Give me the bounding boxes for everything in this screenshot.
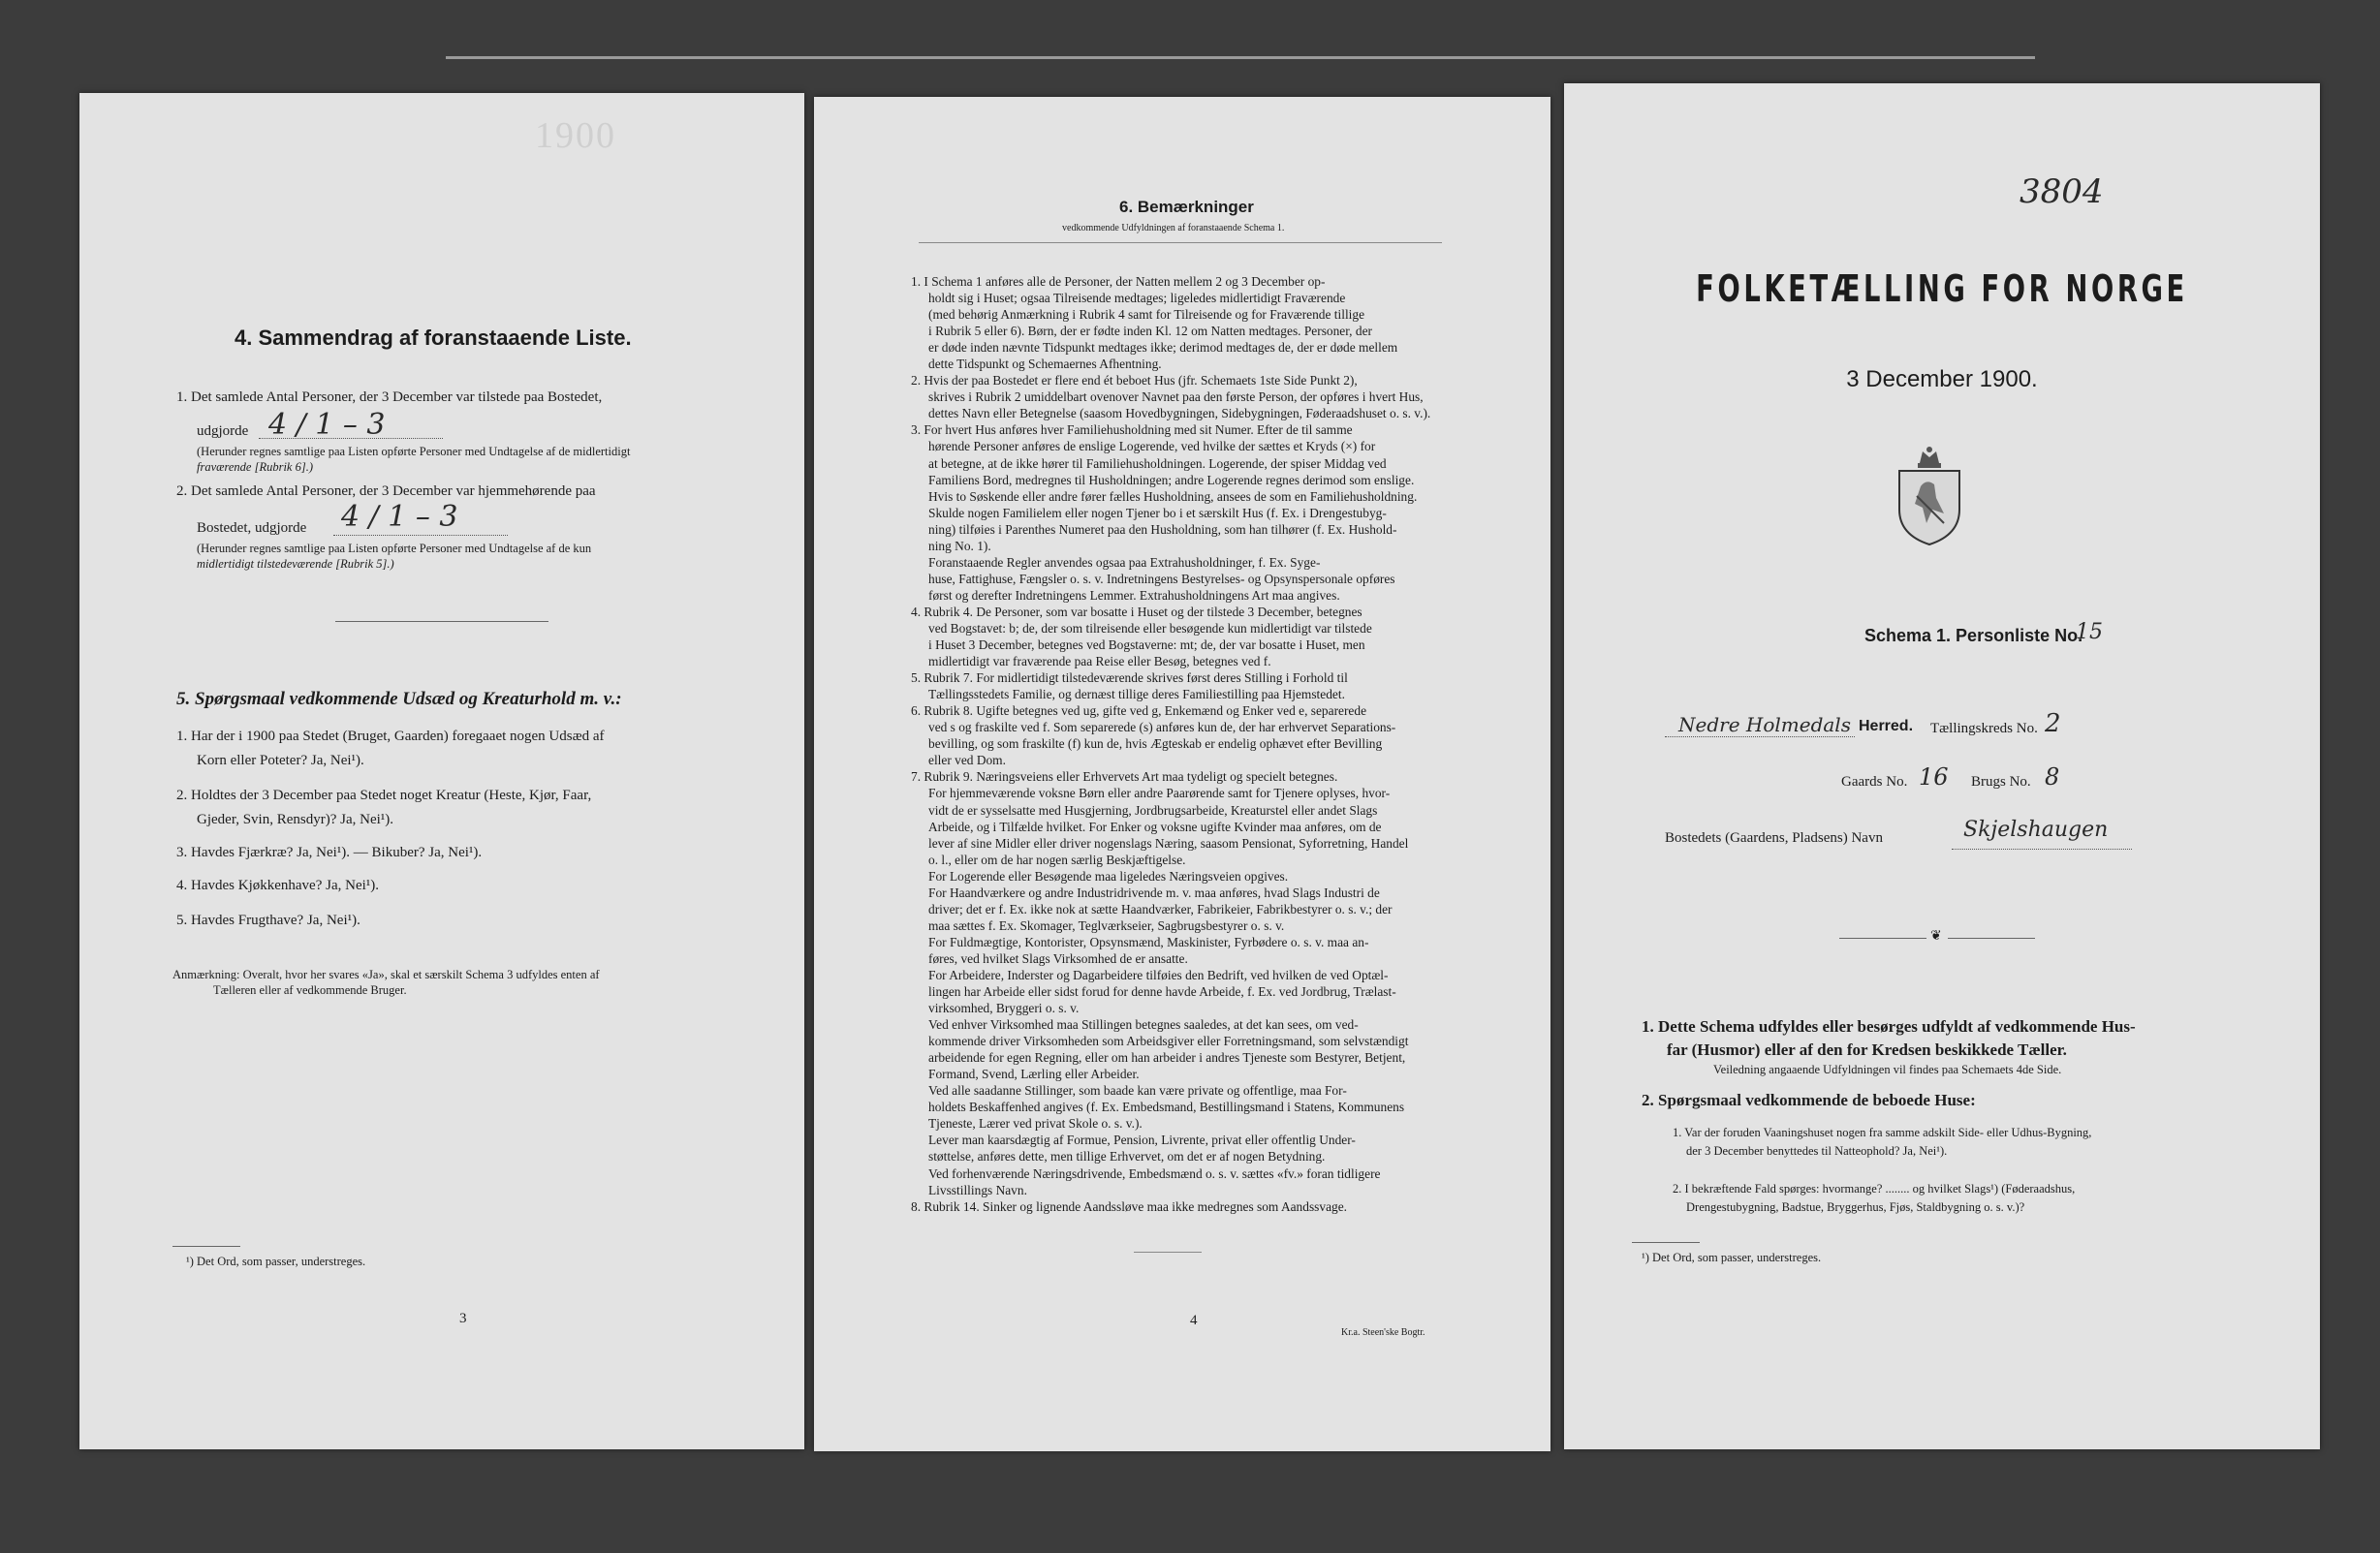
gaards-value: 16 bbox=[1919, 763, 1949, 791]
remark-line: Skulde nogen Familielem eller nogen Tjener bo i et særskilt Hus (f. Ex. i Drengestubyg- bbox=[928, 505, 1387, 520]
section5-remark bbox=[172, 967, 773, 998]
remark-line: dettes Navn eller Betegnelse (saasom Hovedbygningen, Sidebygningen, Føderaadshuset o. s. v.). bbox=[928, 406, 1431, 421]
ornament-rule-left bbox=[1839, 938, 1926, 939]
remark-line: Ved forhenværende Næringsdrivende, Embedsmænd o. s. v. sættes «fv.» foran tidligere bbox=[928, 1165, 1381, 1181]
remark-line: huse, Fattighuse, Fængsler o. s. v. Indretningens Bestyrelses- og Opsynspersonale opføres bbox=[928, 571, 1395, 586]
remark-line: vidt de er sysselsatte med Husgjerning, Jordbrugsarbeide, Kreaturstel eller andet Slags bbox=[928, 802, 1378, 818]
remark-line: ved s og fraskilte ved f. Som separerede (s) anføres kun de, der har erhvervet Separations- bbox=[928, 720, 1396, 735]
remark-line: For hjemmeværende voksne Børn eller andre Paarørende samt for Tjenere oplyses, hvor- bbox=[928, 786, 1391, 801]
remark-line: lingen har Arbeide eller sidst forud for denne havde Arbeide, f. Ex. ved Jordbrug, Trælast- bbox=[928, 984, 1396, 1000]
brugs-value: 8 bbox=[2045, 763, 2060, 791]
schema-value: 15 bbox=[2076, 620, 2103, 644]
remark-line: Ved alle saadanne Stillinger, som baade kan være private og offentlige, maa For- bbox=[928, 1083, 1347, 1099]
bleed-through-text: 1900 bbox=[535, 115, 616, 156]
remarks-subtitle: vedkommende Udfyldningen af foranstaaende Schema 1. bbox=[1062, 223, 1285, 233]
footnote: ¹) Det Ord, som passer, understreges. bbox=[1642, 1251, 1822, 1264]
schema-label: Schema 1. Personliste No. bbox=[1864, 626, 2083, 645]
remark-line: 3. For hvert Hus anføres hver Familiehusholdning med sit Numer. Efter de til samme bbox=[911, 422, 1353, 438]
item1-fill-line bbox=[259, 438, 443, 439]
scanner-top-rule bbox=[446, 56, 2035, 59]
remark-line: Hvis to Søskende eller andre fører fælles Husholdning, ansees de som en Familiehusholdning. bbox=[928, 488, 1418, 504]
remark-line: For Fuldmægtige, Kontorister, Opsynsmænd, Maskinister, Fyrbødere o. s. v. maa an- bbox=[928, 934, 1369, 949]
remark-line: 8. Rubrik 14. Sinker og lignende Aandssløve maa ikke medregnes som Aandssvage. bbox=[911, 1198, 1347, 1214]
archive-number: 3804 bbox=[2020, 172, 2104, 211]
section4-title: 4. Sammendrag af foranstaaende Liste. bbox=[235, 326, 632, 350]
remark-line: 4. Rubrik 4. De Personer, som var bosatte i Huset og der tilstede 3 December, betegnes bbox=[911, 604, 1362, 619]
remark-line: kommende driver Virksomheden som Arbeidsgiver eller Forretningsmand, som selvstændigt bbox=[928, 1034, 1409, 1049]
remark-line: 6. Rubrik 8. Ugifte betegnes ved ug, gifte ved g, Enkemænd og Enker ved e, separerede bbox=[911, 703, 1367, 719]
remark-line: eller ved Dom. bbox=[928, 753, 1006, 768]
section4-item1 bbox=[176, 388, 758, 407]
footnote-rule bbox=[1632, 1242, 1700, 1243]
remark-line-b: Tælleren eller af vedkommende Bruger. bbox=[213, 983, 407, 997]
page-number: 4 bbox=[1190, 1313, 1198, 1328]
remarks-body bbox=[911, 273, 1454, 1215]
instruction-2-q1 bbox=[1673, 1124, 2302, 1161]
gaards-label: Gaards No. bbox=[1841, 774, 1908, 790]
item1-note bbox=[197, 444, 768, 475]
herred-fill-line bbox=[1665, 736, 1855, 737]
remark-line: 5. Rubrik 7. For midlertidigt tilstedeværende skrives først deres Stilling i Forhold til bbox=[911, 670, 1348, 686]
remark-line: holdets Beskaffenhed angives (f. Ex. Embedsmand, Bestillingsmand i Statens, Kommunens bbox=[928, 1100, 1405, 1115]
left-page bbox=[79, 93, 804, 1449]
instr1-line-b: far (Husmor) eller af den for Kredsen beskikkede Tæller. bbox=[1667, 1041, 2067, 1059]
brugs-label: Brugs No. bbox=[1971, 774, 2031, 790]
remark-line: midlertidigt var fraværende paa Reise eller Besøg, betegnes ved f. bbox=[928, 654, 1271, 669]
instruction-2-q2 bbox=[1673, 1180, 2302, 1217]
section5-q5: 5. Havdes Frugthave? Ja, Nei¹). bbox=[176, 913, 360, 928]
herred-value: Nedre Holmedals bbox=[1678, 713, 1851, 736]
remark-line: For Logerende eller Besøgende maa ligeledes Næringsveien opgives. bbox=[928, 868, 1289, 884]
item2-handwritten-value: 4 / 1 – 3 bbox=[341, 500, 458, 534]
remark-line: 1. I Schema 1 anføres alle de Personer, der Natten mellem 2 og 3 December op- bbox=[911, 274, 1326, 289]
q2-line-a: 2. Holdtes der 3 December paa Stedet noget Kreatur (Heste, Kjør, Faar, bbox=[176, 788, 592, 803]
remarks-rule bbox=[919, 242, 1442, 243]
remark-line: ning) tilføies i Parenthes Numeret paa den Husholdning, som han tilhører (f. Ex. Hushold- bbox=[928, 521, 1397, 537]
remark-line: maa sættes f. Ex. Skomager, Teglværkseier, Sagbrugsbestyrer o. s. v. bbox=[928, 917, 1285, 933]
remark-line: Lever man kaarsdægtig af Formue, Pension, Livrente, privat eller offentlig Under- bbox=[928, 1133, 1356, 1148]
remark-line: ning No. 1). bbox=[928, 538, 991, 553]
remark-line: Familiens Bord, medregnes til Husholdningen; andre Logerende regnes derimod som enslige. bbox=[928, 472, 1415, 487]
q1-line-b: der 3 December benyttedes til Natteophold? Ja, Nei¹). bbox=[1686, 1144, 1948, 1158]
remark-line: Formand, Svend, Lærling eller Arbeider. bbox=[928, 1067, 1140, 1082]
instruction-1 bbox=[1642, 1015, 2291, 1077]
printer-mark: Kr.a. Steen'ske Bogtr. bbox=[1341, 1327, 1425, 1338]
remark-line: først og derefter Indretningens Lemmer. Extrahusholdningens Art maa angives. bbox=[928, 587, 1340, 603]
q1-line-b: Korn eller Poteter? Ja, Nei¹). bbox=[197, 753, 364, 768]
item2-fill-line bbox=[333, 535, 508, 536]
instr1-line-c: Veiledning angaaende Udfyldningen vil findes paa Schemaets 4de Side. bbox=[1713, 1063, 2062, 1076]
section5-q4: 4. Havdes Kjøkkenhave? Ja, Nei¹). bbox=[176, 878, 380, 893]
remark-line: hørende Personer anføres de enslige Logerende, ved hvilke der sættes et Kryds (×) for bbox=[928, 439, 1376, 454]
item2-note-a: (Herunder regnes samtlige paa Listen opførte Personer med Undtagelse af de kun bbox=[197, 542, 592, 555]
remark-line-a: Anmærkning: Overalt, hvor her svares «Ja», skal et særskilt Schema 3 udfyldes enten af bbox=[172, 968, 600, 981]
coat-of-arms-icon bbox=[1894, 446, 1965, 546]
q2-line-b: Drengestubygning, Badstue, Bryggerhus, Fjøs, Staldbygning o. s. v.)? bbox=[1686, 1200, 2025, 1214]
item2-note bbox=[197, 541, 768, 572]
item1-line-a: 1. Det samlede Antal Personer, der 3 December var tilstede paa Bostedet, bbox=[176, 389, 603, 405]
item2-line-b: Bostedet, udgjorde bbox=[197, 520, 307, 536]
q1-line-a: 1. Var der foruden Vaaningshuset nogen fra samme adskilt Side- eller Udhus-Bygning, bbox=[1673, 1126, 2092, 1139]
remark-line: virksomhed, Bryggeri o. s. v. bbox=[928, 1001, 1080, 1016]
section5-q1 bbox=[176, 728, 758, 770]
census-date: 3 December 1900. bbox=[1846, 366, 2038, 392]
remark-line: støttelse, anføres dette, men tillige Erhvervet, om det er af nogen Betydning. bbox=[928, 1149, 1326, 1165]
footnote-rule bbox=[172, 1246, 240, 1247]
section5-q3: 3. Havdes Fjærkræ? Ja, Nei¹). — Bikuber? Ja, Nei¹). bbox=[176, 845, 483, 860]
middle-page bbox=[814, 97, 1550, 1451]
remark-line: i Huset 3 December, betegnes ved Bogstaverne: mt; de, der var bosatte i Huset, men bbox=[928, 637, 1365, 653]
remark-line: føres, ved hvilket Slags Virksomhed de er ansatte. bbox=[928, 950, 1188, 966]
remark-line: For Arbeidere, Inderster og Dagarbeidere tilføies den Bedrift, ved hvilken de ved Optæl- bbox=[928, 967, 1389, 982]
remark-line: Arbeide, og i Tilfælde hvilket. For Enker og voksne ugifte Kvinder maa anføres, om de bbox=[928, 819, 1382, 834]
ornament-icon: ❦ bbox=[1930, 929, 1942, 944]
remark-line: holdt sig i Huset; ogsaa Tilreisende medtages; ligeledes midlertidigt Fraværende bbox=[928, 291, 1346, 306]
item2-note-b: midlertidigt tilstedeværende [Rubrik 5].) bbox=[197, 557, 394, 571]
herred-label: Herred. bbox=[1859, 718, 1914, 734]
ornament-rule-right bbox=[1948, 938, 2035, 939]
remark-line: dette Tidspunkt og Schemaernes Afhentning. bbox=[928, 357, 1162, 372]
section4-item2: 2. Det samlede Antal Personer, der 3 December var hjemmehørende paa bbox=[176, 483, 596, 499]
section5-title: 5. Spørgsmaal vedkommende Udsæd og Kreaturhold m. v.: bbox=[176, 689, 622, 709]
remark-line: lever af sine Midler eller driver nogenslags Næring, saasom Pensionat, Syforretning, Handel bbox=[928, 835, 1409, 851]
remark-line: For Haandværkere og andre Industridrivende m. v. maa anføres, hvad Slags Industri de bbox=[928, 885, 1380, 900]
remark-line: Ved enhver Virksomhed maa Stillingen betegnes saaledes, at det kan sees, om ved- bbox=[928, 1017, 1359, 1033]
remarks-title: 6. Bemærkninger bbox=[1119, 198, 1254, 216]
remark-line: (med behørig Anmærkning i Rubrik 4 samt for Tilreisende og for Fraværende tillige bbox=[928, 307, 1365, 323]
instruction-2: 2. Spørgsmaal vedkommende de beboede Huse: bbox=[1642, 1091, 1976, 1109]
remark-line: arbeidende for egen Regning, eller om han arbeider i andres Tjeneste som Bestyrer, Betjent, bbox=[928, 1050, 1406, 1066]
remark-line: skrives i Rubrik 2 umiddelbart ovenover Navnet paa den første Person, der opføres i hvert Hus, bbox=[928, 389, 1424, 405]
remark-line: ved Bogstavet: b; de, der som tilreisende eller besøgende kun midlertidigt var tilstede bbox=[928, 620, 1372, 636]
kreds-label: Tællingskreds No. bbox=[1930, 721, 2038, 736]
q1-line-a: 1. Har der i 1900 paa Stedet (Bruget, Gaarden) foregaaet nogen Udsæd af bbox=[176, 729, 605, 744]
remark-line: 2. Hvis der paa Bostedet er flere end ét beboet Hus (jfr. Schemaets 1ste Side Punkt 2), bbox=[911, 373, 1358, 388]
form-title: FOLKETÆLLING FOR NORGE bbox=[1696, 267, 2188, 310]
footnote: ¹) Det Ord, som passer, understreges. bbox=[186, 1255, 366, 1268]
bosted-value: Skjelshaugen bbox=[1963, 818, 2109, 842]
end-rule bbox=[1134, 1252, 1202, 1253]
remark-line: Tjeneste, Lærer ved privat Skole o. s. v.). bbox=[928, 1116, 1143, 1132]
section-divider bbox=[335, 621, 548, 622]
remark-line: 7. Rubrik 9. Næringsveiens eller Erhvervets Art maa tydeligt og specielt betegnes. bbox=[911, 769, 1338, 785]
remark-line: at betegne, at de ikke hører til Familiehusholdningen. Logerende, der spiser Middag ved bbox=[928, 455, 1387, 471]
remark-line: Livsstillings Navn. bbox=[928, 1182, 1027, 1197]
q2-line-b: Gjeder, Svin, Rensdyr)? Ja, Nei¹). bbox=[197, 812, 394, 827]
remark-line: driver; det er f. Ex. ikke nok at sætte Haandværker, Fabrikeier, Fabrikbestyrer o. s. v.; der bbox=[928, 901, 1393, 916]
remark-line: i Rubrik 5 eller 6). Børn, der er fødte inden Kl. 12 om Natten medtages. Personer, der bbox=[928, 324, 1372, 339]
bosted-fill-line bbox=[1952, 849, 2132, 850]
item1-note-b: fraværende [Rubrik 6].) bbox=[197, 460, 314, 474]
item1-note-a: (Herunder regnes samtlige paa Listen opførte Personer med Undtagelse af de midlertidigt bbox=[197, 445, 631, 458]
remark-line: bevilling, og som fraskilte (f) kun de, hvis Ægteskab er endelig ophævet efter Bevilling bbox=[928, 736, 1383, 752]
page-number: 3 bbox=[459, 1311, 467, 1326]
q2-line-a: 2. I bekræftende Fald spørges: hvormange? ........ og hvilket Slags¹) (Føderaadshus, bbox=[1673, 1182, 2076, 1196]
remark-line: Tællingsstedets Familie, og dernæst tillige deres Familiestilling paa Hjemstedet. bbox=[928, 687, 1345, 702]
instr1-line-a: 1. Dette Schema udfyldes eller besørges udfyldt af vedkommende Hus- bbox=[1642, 1017, 2136, 1036]
item1-line-b: udgjorde bbox=[197, 423, 249, 439]
right-page bbox=[1564, 83, 2320, 1449]
remark-line: Foranstaaende Regler anvendes ogsaa paa Extrahusholdninger, f. Ex. Syge- bbox=[928, 554, 1321, 570]
remark-line: er døde inden nævnte Tidspunkt medtages ikke; derimod medtages de, der er døde mellem bbox=[928, 340, 1398, 356]
section5-q2 bbox=[176, 787, 758, 829]
remark-line: o. l., eller om de har nogen særlig Beskjæftigelse. bbox=[928, 852, 1186, 867]
item1-handwritten-value: 4 / 1 – 3 bbox=[268, 408, 386, 442]
bosted-label: Bostedets (Gaardens, Pladsens) Navn bbox=[1665, 830, 1883, 846]
kreds-value: 2 bbox=[2045, 709, 2061, 738]
